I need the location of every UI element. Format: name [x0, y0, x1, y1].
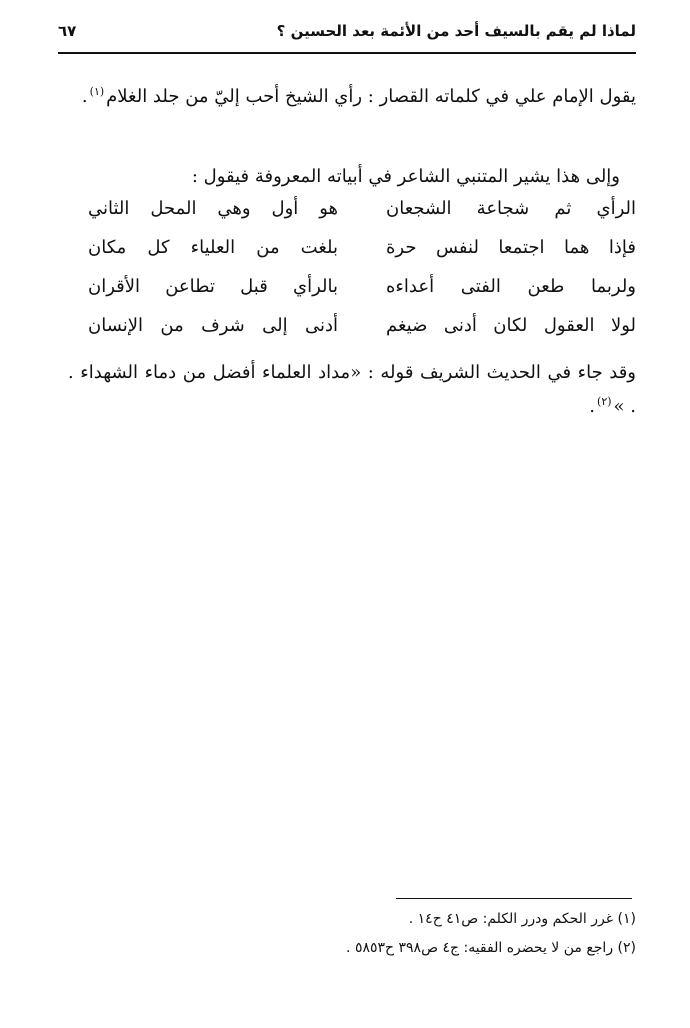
footnote-divider: [396, 898, 632, 899]
paragraph-3-end: .: [589, 396, 596, 417]
verse-first-hemistich: ولربما طعن الفتى أعداءه: [386, 276, 636, 297]
verse-second-hemistich: بالرأي قبل تطاعن الأقران: [88, 276, 338, 297]
footnote-2: (٢) راجع من لا يحضره الفقيه: ج٤ ص٣٩٨ ح٥٨٥٣ .: [346, 940, 636, 956]
verse-first-hemistich: فإذا هما اجتمعا لنفس حرة: [386, 237, 636, 258]
paragraph-2-text: وإلى هذا يشير المتنبي الشاعر في أبياته المعروفة فيقول :: [191, 166, 620, 187]
verse-second-hemistich: بلغت من العلياء كل مكان: [88, 237, 338, 258]
verse-second-hemistich: هو أول وهي المحل الثاني: [88, 198, 338, 219]
verse-second-hemistich: أدنى إلى شرف من الإنسان: [88, 315, 338, 336]
paragraph-1-end: .: [81, 86, 88, 107]
footnotes: [116, 905, 636, 963]
paragraph-3: [68, 356, 636, 424]
paragraph-2: [68, 160, 636, 194]
running-title: لماذا لم يقم بالسيف أحد من الأئمة بعد الحسين ؟: [276, 22, 636, 40]
page-number: ٦٧: [58, 22, 77, 40]
verse-row: [88, 276, 636, 315]
footnote-ref-1: (١): [89, 85, 105, 98]
verse-row: [88, 198, 636, 237]
footnote-1: (١) غرر الحكم ودرر الكلم: ص٤١ ح١٤ .: [408, 911, 636, 927]
page-header: [58, 18, 636, 54]
poem-verses: [88, 198, 636, 354]
verse-row: [88, 315, 636, 354]
paragraph-1-text: يقول الإمام علي في كلماته القصار : رأي الشيخ أحب إليّ من جلد الغلام: [106, 86, 636, 107]
verse-row: [88, 237, 636, 276]
verse-first-hemistich: لولا العقول لكان أدنى ضيغم: [386, 315, 636, 336]
paragraph-3-text: وقد جاء في الحديث الشريف قوله : «مداد العلماء أفضل من دماء الشهداء . . »: [68, 362, 636, 417]
paragraph-1: [68, 80, 636, 114]
verse-first-hemistich: الرأي ثم شجاعة الشجعان: [386, 198, 636, 219]
footnote-ref-2: (٢): [597, 395, 612, 408]
